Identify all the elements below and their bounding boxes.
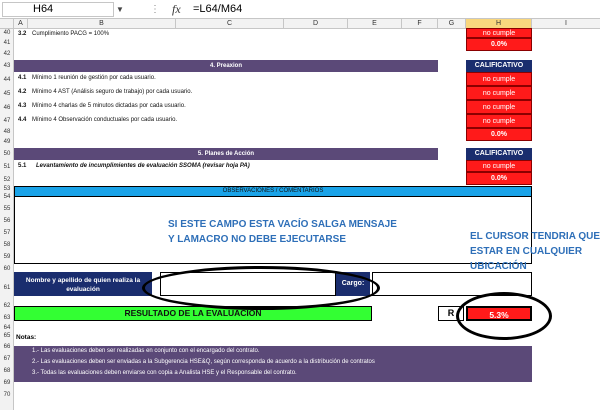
notas-title: Notas: <box>16 334 37 341</box>
column-header-h[interactable]: H <box>466 19 532 29</box>
row-header[interactable]: 61 <box>3 285 11 291</box>
select-all-corner[interactable] <box>0 19 14 29</box>
item-text: Mínimo 1 reunión de gestión por cada usuario. <box>32 75 156 81</box>
insert-function-icon[interactable]: fx <box>172 2 181 16</box>
row-header[interactable]: 63 <box>3 315 11 321</box>
nota-item: 1.- Las evaluaciones deben ser realizadas en conjunto con el encargado del contrato. <box>32 348 260 354</box>
row-header[interactable]: 57 <box>3 230 11 236</box>
name-box[interactable]: H64 <box>2 2 114 17</box>
column-header-g[interactable]: G <box>438 19 466 29</box>
row-header[interactable]: 65 <box>3 333 11 339</box>
annotation-ellipse-evaluator <box>142 266 380 310</box>
item-number: 4.1 <box>18 75 27 81</box>
row-header[interactable]: 52 <box>3 177 11 183</box>
column-header-f[interactable]: F <box>402 19 438 29</box>
nota-item: 3.- Todas las evaluaciones deben enviarse con copia a Analista HSE y el Responsable del contrato. <box>32 370 297 376</box>
observaciones-header: OBSERVACIONES / COMENTARIOS <box>14 186 532 197</box>
row-header[interactable]: 41 <box>3 40 11 46</box>
annotation-ellipse-result <box>456 292 552 340</box>
item-number: 4.3 <box>18 103 27 109</box>
status-cell[interactable]: no cumple <box>466 86 532 100</box>
row-header[interactable]: 59 <box>3 254 11 260</box>
annotation-left: SI ESTE CAMPO ESTA VACÍO SALGA MENSAJE Y LAMACRO NO DEBE EJECUTARSE <box>168 219 397 245</box>
row-header[interactable]: 50 <box>3 151 11 157</box>
column-header-i[interactable]: I <box>565 20 567 27</box>
section-header-preaxion: 4. Preaxion <box>14 60 438 72</box>
row-header[interactable]: 70 <box>3 392 11 398</box>
calificativo-header: CALIFICATIVO <box>466 60 532 72</box>
item-text: Mínimo 4 charlas de 5 minutos dictadas por cada usuario. <box>32 103 186 109</box>
row-headers <box>0 29 14 410</box>
row-header[interactable]: 54 <box>3 194 11 200</box>
section-header-planes: 5. Planes de Acción <box>14 148 438 160</box>
annotation-right: EL CURSOR TENDRIA QUE ESTAR EN CUALQUIER UBICACIÓN <box>470 231 600 272</box>
evaluator-label: Nombre y apellido de quien realiza la evaluación <box>14 272 152 296</box>
item-number: 3.2 <box>18 31 27 37</box>
row-header[interactable]: 68 <box>3 368 11 374</box>
row-header[interactable]: 47 <box>3 118 11 124</box>
item-number: 5.1 <box>18 163 27 169</box>
row-header[interactable]: 42 <box>3 51 11 57</box>
column-header-e[interactable]: E <box>348 19 402 29</box>
status-cell[interactable]: no cumple <box>466 100 532 114</box>
status-cell[interactable]: no cumple <box>466 160 532 172</box>
row-header[interactable]: 58 <box>3 242 11 248</box>
row-header[interactable]: 55 <box>3 206 11 212</box>
column-header-b[interactable]: B <box>28 19 176 29</box>
row-header[interactable]: 51 <box>3 164 11 170</box>
column-header-c[interactable]: C <box>176 19 284 29</box>
item-text: Levantamiento de incumplimientes de evaluación SSOMA (revisar hoja PA) <box>36 163 250 169</box>
row-header[interactable]: 53 <box>3 186 11 192</box>
row-header[interactable]: 66 <box>3 344 11 350</box>
resultado-value-cell[interactable]: 5.3% <box>466 306 532 321</box>
item-number: 4.2 <box>18 89 27 95</box>
row-header[interactable]: 49 <box>3 139 11 145</box>
column-header-d[interactable]: D <box>284 19 348 29</box>
row-header[interactable]: 44 <box>3 77 11 83</box>
calificativo-header: CALIFICATIVO <box>466 148 532 160</box>
row-header[interactable]: 46 <box>3 105 11 111</box>
row-header[interactable]: 56 <box>3 218 11 224</box>
percent-cell[interactable]: 0.0% <box>466 172 532 185</box>
row-header[interactable]: 48 <box>3 129 11 135</box>
item-number: 4.4 <box>18 117 27 123</box>
row-header[interactable]: 43 <box>3 63 11 69</box>
item-text: Cumplimiento PACG = 100% <box>32 31 110 37</box>
row-header[interactable]: 45 <box>3 91 11 97</box>
status-cell[interactable]: no cumple <box>466 28 532 38</box>
percent-cell[interactable]: 0.0% <box>466 38 532 51</box>
status-cell[interactable]: no cumple <box>466 72 532 86</box>
row-header[interactable]: 69 <box>3 380 11 386</box>
row-header[interactable]: 67 <box>3 356 11 362</box>
row-header[interactable]: 64 <box>3 325 11 331</box>
chevron-down-icon[interactable]: ▼ <box>116 5 124 14</box>
item-text: Mínimo 4 Observación conductuales por cada usuario. <box>32 117 178 123</box>
row-header[interactable]: 62 <box>3 303 11 309</box>
resultado-r-label: R <box>438 306 464 321</box>
drag-handle-icon[interactable]: ⋮ <box>150 4 160 15</box>
row-header[interactable]: 40 <box>3 30 11 36</box>
notas-box <box>14 346 532 382</box>
formula-bar <box>0 0 600 19</box>
percent-cell[interactable]: 0.0% <box>466 128 532 141</box>
nota-item: 2.- Las evaluaciones deben ser enviadas a la Subgerencia HSE&Q, según corresponda de acuerdo a la distribución de contratos <box>32 359 375 365</box>
cargo-label: Cargo: <box>336 272 370 296</box>
column-header-a[interactable]: A <box>14 19 28 29</box>
formula-input[interactable]: =L64/M64 <box>193 3 243 15</box>
status-cell[interactable]: no cumple <box>466 114 532 128</box>
item-text: Mínimo 4 AST (Análisis seguro de trabajo) por cada usuario. <box>32 89 193 95</box>
row-header[interactable]: 60 <box>3 266 11 272</box>
resultado-label: RESULTADO DE LA EVALUACION <box>14 306 372 321</box>
